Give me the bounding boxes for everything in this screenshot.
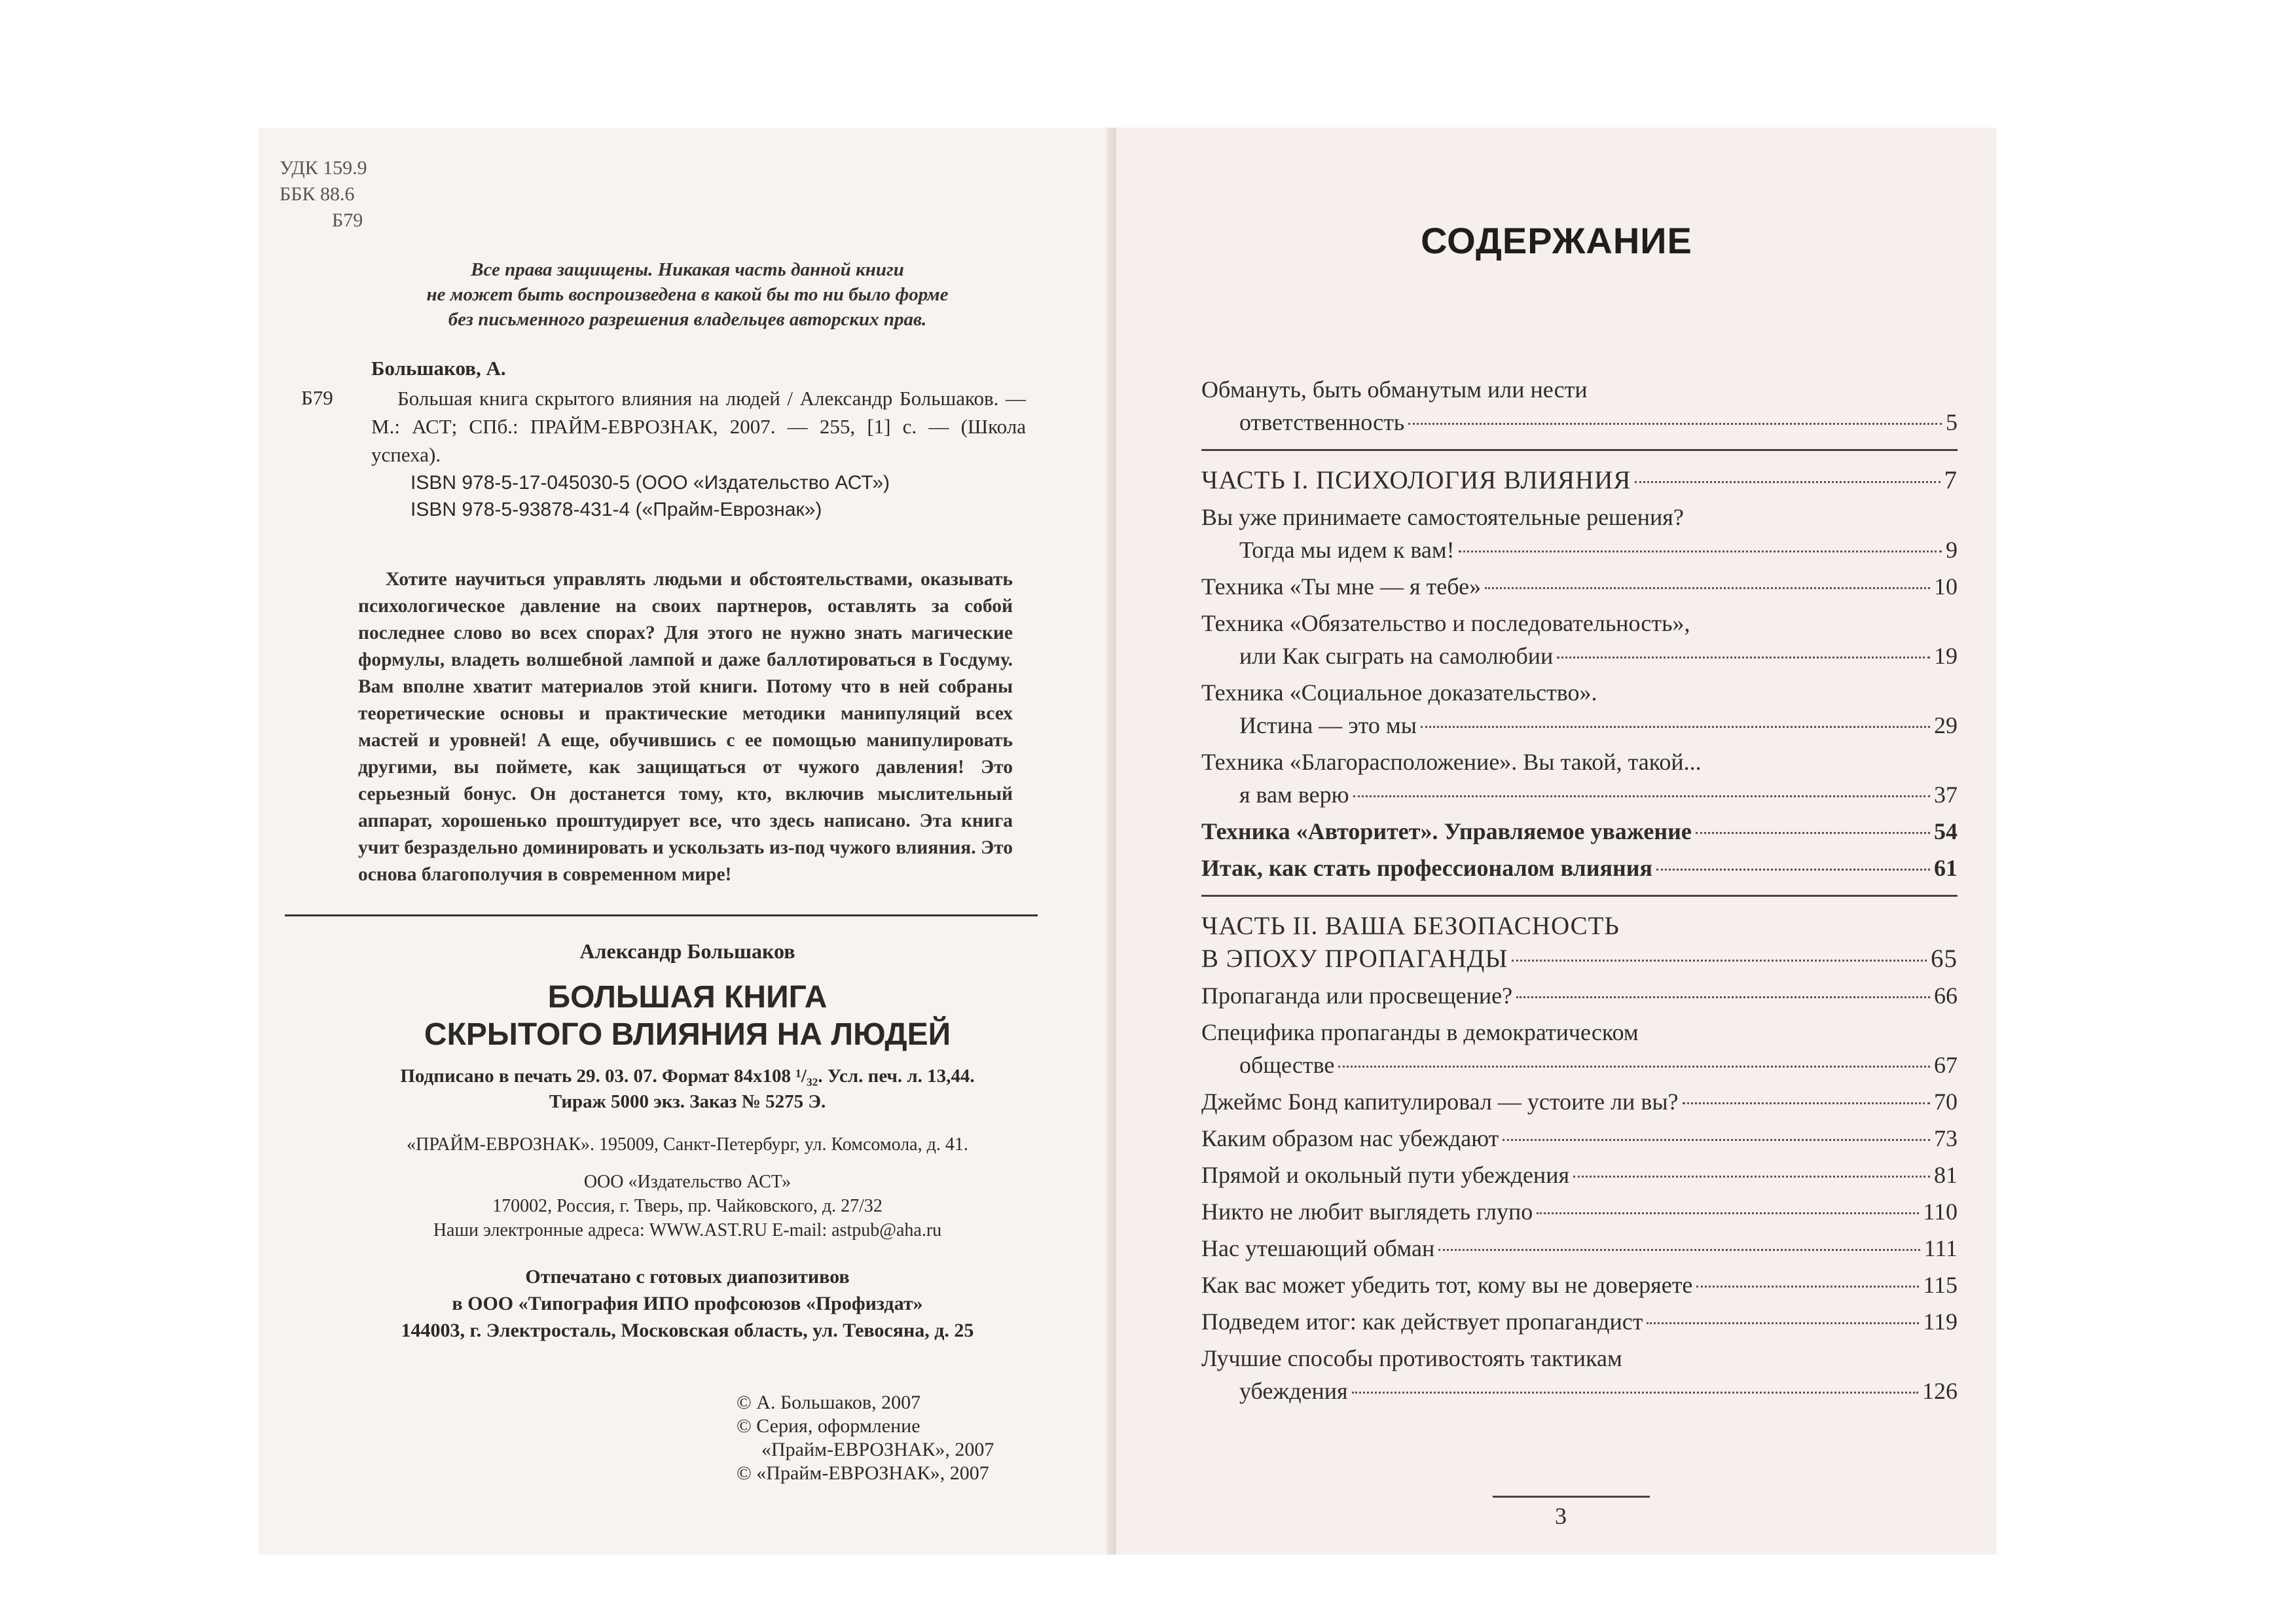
toc-page-number: 73	[1934, 1125, 1958, 1151]
toc-entry-title: Никто не любит выглядеть глупо	[1201, 1199, 1533, 1225]
toc-page-number: 7	[1944, 466, 1958, 494]
publisher-line: Наши электронные адреса: WWW.AST.RU E-mail: astpub@aha.ru	[433, 1220, 942, 1240]
publisher-line: ООО «Издательство АСТ»	[583, 1172, 792, 1192]
toc-entry-title: Истина — это мы	[1239, 712, 1417, 738]
toc-entry[interactable]	[1201, 1122, 1958, 1155]
toc-entry[interactable]	[1201, 1269, 1958, 1301]
toc-entry[interactable]	[1201, 501, 1958, 566]
copyright-block	[737, 1391, 994, 1485]
toc-entry[interactable]	[1201, 607, 1958, 672]
toc-entry[interactable]	[1201, 979, 1958, 1012]
toc-leader-dots	[1557, 657, 1930, 659]
toc-page-number: 70	[1934, 1089, 1958, 1115]
toc-page-number: 61	[1934, 855, 1958, 881]
toc-leader-dots	[1421, 726, 1930, 728]
annotation: Хотите научиться управлять людьми и обстоятельствами, оказывать психологическое давление на своих партнеров, оставлять за собой последнее слово во всех спорах? Для этого не нужно знать магические формулы, владеть волшебной лампой и даже баллотироваться в Госдуму. Вам вполне хватит материалов этой книги. Потому что в ней собраны теоретические основы и практические методики манипуляций всех мастей и уровней! А еще, обучившись с ее помощью манипулировать другими, вы поймете, как защищаться от чужого давления! Это серьезный бонус. Он достанется тому, кто, включив мыслительный аппарат, хорошенько проштудирует все, что здесь написано. Эта книга учит безраздельно доминировать и ускользать из-под чужого влияния. Это основа благополучия в современном мире!	[358, 569, 1013, 885]
toc-entry-title: Лучшие способы противостоять тактикам	[1201, 1345, 1622, 1371]
toc-entry[interactable]	[1201, 815, 1958, 848]
toc-entry-title: Техника «Авторитет». Управляемое уважение	[1201, 818, 1692, 844]
toc-leader-dots	[1696, 832, 1930, 834]
toc-page-number: 81	[1934, 1162, 1958, 1188]
bbk-code: ББК 88.6	[280, 183, 355, 205]
toc-leader-dots	[1353, 795, 1930, 797]
toc-page-number: 126	[1922, 1378, 1958, 1404]
printing-line: 144003, г. Электросталь, Московская область, ул. Тевосяна, д. 25	[401, 1320, 974, 1341]
toc-entry-title: Джеймс Бонд капитулировал — устоите ли вы?	[1201, 1089, 1679, 1115]
toc-entry[interactable]	[1201, 746, 1958, 811]
toc-page-number: 67	[1934, 1052, 1958, 1078]
toc-entry-title: Итак, как стать профессионалом влияния	[1201, 855, 1652, 881]
printing-line: в ООО «Типография ИПО профсоюзов «Профиздат»	[452, 1293, 923, 1314]
toc-leader-dots	[1459, 550, 1942, 552]
copyright-line: © А. Большаков, 2007	[737, 1392, 921, 1413]
print-specs	[259, 1064, 1116, 1115]
toc-entry-title: Техника «Благорасположение». Вы такой, такой...	[1201, 749, 1702, 775]
printing-line: Отпечатано с готовых диапозитивов	[525, 1266, 850, 1288]
isbn-line: ISBN 978-5-93878-431-4 («Прайм-Еврознак»)	[410, 499, 822, 520]
toc-entry-title: Техника «Обязательство и последовательность»,	[1201, 610, 1690, 636]
toc-divider	[1201, 449, 1958, 451]
toc-leader-dots	[1485, 587, 1930, 589]
printing-house	[259, 1263, 1116, 1344]
toc-page-number: 65	[1931, 945, 1958, 973]
toc-entry-title: или Как сыграть на самолюбии	[1239, 643, 1554, 669]
toc-leader-dots	[1656, 869, 1930, 871]
toc-entry[interactable]	[1201, 1195, 1958, 1228]
colophon-title	[259, 979, 1116, 1053]
toc-leader-dots	[1352, 1392, 1918, 1394]
toc-page-number: 111	[1923, 1235, 1958, 1261]
toc-leader-dots	[1696, 1286, 1919, 1288]
toc-divider	[1201, 895, 1958, 897]
toc-leader-dots	[1516, 996, 1930, 998]
toc-entry-title: обществе	[1239, 1052, 1335, 1078]
author-mark: Б79	[332, 209, 363, 231]
toc-entry-title: Прямой и окольный пути убеждения	[1201, 1162, 1570, 1188]
toc-entry-title: убеждения	[1239, 1378, 1348, 1404]
toc-entry-title: Обмануть, быть обманутым или нести	[1201, 376, 1588, 403]
toc-page-number: 10	[1934, 573, 1958, 600]
publisher-line: 170002, Россия, г. Тверь, пр. Чайковского, д. 27/32	[492, 1196, 883, 1216]
toc-leader-dots	[1573, 1176, 1930, 1178]
toc-entry-title: Пропаганда или просвещение?	[1201, 983, 1513, 1009]
print-spec-line: Тираж 5000 экз. Заказ № 5275 Э.	[549, 1091, 826, 1112]
toc-page-number: 37	[1934, 782, 1958, 808]
toc-leader-dots	[1635, 481, 1940, 483]
toc-page-number: 119	[1923, 1308, 1958, 1335]
toc-entry[interactable]	[1201, 852, 1958, 884]
print-spec-line: Подписано в печать 29. 03. 07. Формат 84x108 ¹/₃₂. Усл. печ. л. 13,44.	[400, 1066, 975, 1087]
isbn-line: ISBN 978-5-17-045030-5 (ООО «Издательство АСТ»)	[410, 472, 890, 494]
toc-entry-title: В ЭПОХУ ПРОПАГАНДЫ	[1201, 945, 1508, 973]
publisher-address: «ПРАЙМ-ЕВРОЗНАК». 195009, Санкт-Петербург, ул. Комсомола, д. 41.	[407, 1134, 968, 1155]
left-page	[259, 128, 1116, 1555]
toc-leader-dots	[1683, 1102, 1931, 1104]
toc-entry-title: Тогда мы идем к вам!	[1239, 537, 1455, 563]
toc-entry-title: Каким образом нас убеждают	[1201, 1125, 1499, 1151]
toc-page-number: 19	[1934, 643, 1958, 669]
colophon-title-line: БОЛЬШАЯ КНИГА	[547, 980, 828, 1015]
toc-entry-title: Как вас может убедить тот, кому вы не доверяете	[1201, 1272, 1693, 1298]
publisher-ast	[259, 1170, 1116, 1242]
toc-entry-title: ЧАСТЬ II. ВАША БЕЗОПАСНОСТЬ	[1201, 912, 1620, 940]
bib-code: Б79	[301, 386, 333, 409]
toc-page-number: 54	[1934, 818, 1958, 844]
toc-leader-dots	[1408, 423, 1942, 425]
toc-entry[interactable]	[1201, 570, 1958, 603]
toc-page-number: 110	[1923, 1199, 1958, 1225]
toc-entry[interactable]	[1201, 676, 1958, 742]
toc-entry[interactable]	[1201, 1305, 1958, 1338]
copyright-line: «Прайм-ЕВРОЗНАК», 2007	[761, 1439, 994, 1460]
rights-line: не может быть воспроизведена в какой бы то ни было форме	[426, 284, 949, 305]
bib-author: Большаков, А.	[371, 357, 506, 380]
rights-line: Все права защищены. Никакая часть данной книги	[471, 259, 904, 280]
copyright-line: © Серия, оформление	[737, 1415, 920, 1437]
divider	[285, 914, 1038, 916]
toc-entry[interactable]	[1201, 1342, 1958, 1407]
toc-entry[interactable]	[1201, 1016, 1958, 1081]
classification-codes	[280, 155, 367, 234]
toc-leader-dots	[1438, 1249, 1920, 1251]
toc-entry-title: Техника «Ты мне — я тебе»	[1201, 573, 1482, 600]
toc-page-number: 9	[1946, 537, 1958, 563]
toc-leader-dots	[1647, 1322, 1919, 1324]
toc-entry-title: Специфика пропаганды в демократическом	[1201, 1019, 1639, 1045]
isbn-block	[410, 469, 890, 523]
toc-page-number: 66	[1934, 983, 1958, 1009]
toc-entry-title: Вы уже принимаете самостоятельные решения?	[1201, 504, 1684, 530]
toc-entry-title: ответственность	[1239, 409, 1405, 435]
udk-code: УДК 159.9	[280, 157, 367, 179]
toc-entry[interactable]	[1201, 1159, 1958, 1191]
bib-description: Большая книга скрытого влияния на людей / Александр Большаков. — М.: АСТ; СПб.: ПРАЙМ-ЕВРОЗНАК, 2007. — 255, [1] с. — (Школа успеха).	[371, 387, 1026, 466]
toc-page-number: 115	[1923, 1272, 1958, 1298]
copyright-line: © «Прайм-ЕВРОЗНАК», 2007	[737, 1462, 989, 1484]
table-of-contents	[1201, 373, 1958, 1411]
right-page	[1116, 128, 1997, 1555]
toc-entry-title: ЧАСТЬ I. ПСИХОЛОГИЯ ВЛИЯНИЯ	[1201, 466, 1631, 494]
page-number-rule	[1493, 1496, 1650, 1498]
toc-leader-dots	[1512, 960, 1927, 962]
toc-entry-title: Техника «Социальное доказательство».	[1201, 679, 1597, 706]
colophon-title-line: СКРЫТОГО ВЛИЯНИЯ НА ЛЮДЕЙ	[424, 1017, 951, 1052]
toc-entry[interactable]	[1201, 1232, 1958, 1265]
toc-leader-dots	[1537, 1212, 1919, 1214]
toc-entry-title: я вам верю	[1239, 782, 1349, 808]
toc-entry[interactable]	[1201, 464, 1958, 497]
toc-page-number: 29	[1934, 712, 1958, 738]
page-number: 3	[1555, 1503, 1567, 1529]
toc-entry[interactable]	[1201, 910, 1958, 975]
toc-page-number: 5	[1946, 409, 1958, 435]
toc-title: СОДЕРЖАНИЕ	[1421, 220, 1692, 261]
rights-notice	[259, 257, 1116, 332]
rights-line: без письменного разрешения владельцев авторских прав.	[448, 309, 927, 330]
toc-entry[interactable]	[1201, 1085, 1958, 1118]
toc-entry-title: Нас утешающий обман	[1201, 1235, 1435, 1261]
toc-leader-dots	[1338, 1066, 1930, 1068]
toc-entry[interactable]	[1201, 373, 1958, 439]
toc-entry-title: Подведем итог: как действует пропагандист	[1201, 1308, 1643, 1335]
toc-leader-dots	[1503, 1139, 1930, 1141]
colophon-author: Александр Большаков	[579, 939, 795, 963]
